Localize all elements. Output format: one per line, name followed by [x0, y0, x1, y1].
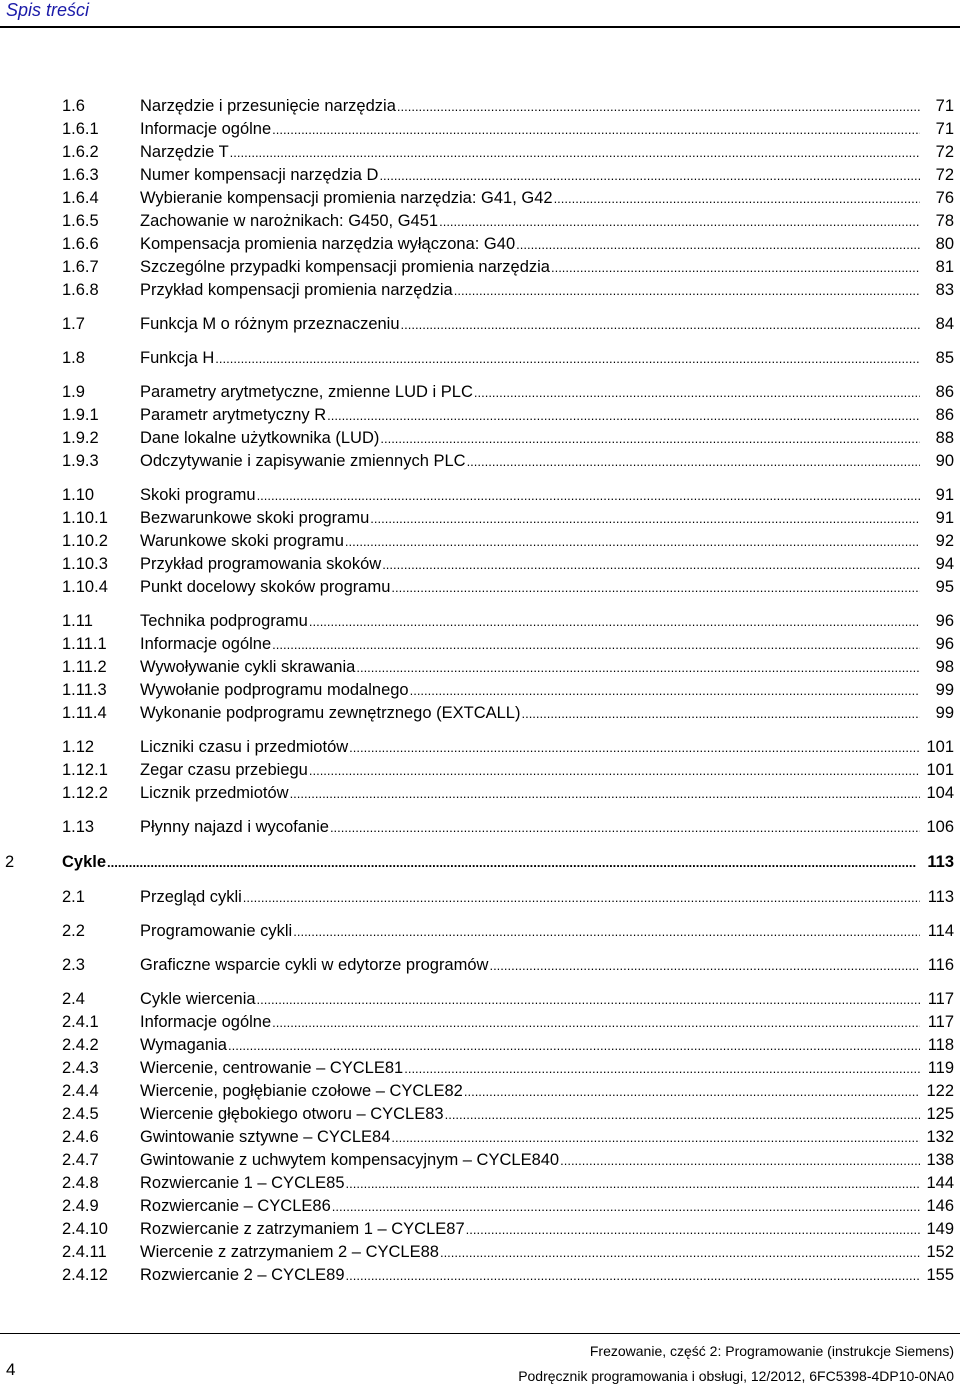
toc-entry[interactable] — [0, 404, 960, 426]
toc-entry-title[interactable]: Rozwiercanie – CYCLE86 — [140, 1197, 331, 1215]
toc-entry-number: 2.4.1 — [62, 1013, 99, 1031]
toc-entry-number: 1.10 — [62, 486, 95, 504]
toc-dot-leader — [404, 1057, 920, 1080]
toc-entry-page[interactable]: 94 — [935, 555, 954, 573]
toc-entry-page[interactable]: 81 — [935, 258, 954, 276]
toc-entry-page[interactable]: 72 — [935, 166, 954, 184]
toc-entry-page[interactable]: 101 — [926, 738, 954, 756]
toc-entry-page[interactable]: 114 — [927, 922, 954, 940]
toc-entry-number: 1.9.1 — [62, 406, 99, 424]
footer-document-info: Podręcznik programowania i obsługi, 12/2012, 6FC5398-4DP10-0NA0 — [518, 1368, 954, 1384]
toc-entry-title[interactable]: Wymagania — [140, 1036, 227, 1054]
toc-entry-page[interactable]: 85 — [935, 349, 954, 367]
toc-entry-page[interactable]: 96 — [935, 612, 954, 630]
toc-entry-page[interactable]: 149 — [926, 1220, 954, 1238]
footer-page-number: 4 — [6, 1360, 16, 1379]
toc-entry[interactable] — [0, 988, 960, 1010]
toc-entry-page[interactable]: 119 — [927, 1059, 954, 1077]
toc-entry-number: 1.11.1 — [62, 635, 107, 653]
toc-entry[interactable] — [0, 633, 960, 655]
toc-dot-leader — [345, 530, 920, 553]
toc-entry[interactable] — [0, 279, 960, 301]
toc-entry-page[interactable]: 116 — [927, 956, 954, 974]
toc-entry-number: 2.4.6 — [62, 1128, 99, 1146]
toc-entry-title[interactable]: Wywoływanie cykli skrawania — [140, 658, 356, 676]
toc-entry-page[interactable]: 118 — [927, 1036, 954, 1054]
toc-dot-leader — [257, 484, 920, 507]
toc-entry-page[interactable]: 99 — [935, 704, 954, 722]
toc-entry-title[interactable]: Szczególne przypadki kompensacji promienia narzędzia — [140, 258, 550, 276]
toc-entry-number: 1.10.4 — [62, 578, 108, 596]
toc-entry-title[interactable]: Dane lokalne użytkownika (LUD) — [140, 429, 380, 447]
toc-entry-number: 1.12.2 — [62, 784, 108, 802]
toc-entry-number: 1.6.6 — [62, 235, 99, 253]
toc-entry-page[interactable]: 113 — [927, 853, 954, 871]
toc-entry-title[interactable]: Parametry arytmetyczne, zmienne LUD i PLC — [140, 383, 473, 401]
toc-dot-leader — [257, 988, 920, 1011]
toc-entry-page[interactable]: 144 — [926, 1174, 954, 1192]
toc-entry-number: 1.6.8 — [62, 281, 99, 299]
toc-entry-title[interactable]: Informacje ogólne — [140, 1013, 272, 1031]
toc-entry-number: 1.11.2 — [62, 658, 107, 676]
toc-entry-number: 1.11 — [62, 612, 93, 630]
toc-entry-title[interactable]: Przegląd cykli — [140, 888, 242, 906]
toc-entry-page[interactable]: 146 — [926, 1197, 954, 1215]
toc-entry[interactable] — [0, 530, 960, 552]
toc-dot-leader — [445, 1103, 920, 1126]
toc-entry-number: 1.6.3 — [62, 166, 99, 184]
toc-dot-leader — [309, 759, 920, 782]
toc-entry[interactable] — [0, 759, 960, 781]
toc-entry-title[interactable]: Wiercenie, pogłębianie czołowe – CYCLE82 — [140, 1082, 463, 1100]
toc-entry[interactable] — [0, 702, 960, 724]
toc-entry[interactable] — [0, 118, 960, 140]
toc-dot-leader — [346, 1172, 920, 1195]
toc-entry-number: 2 — [5, 853, 15, 871]
toc-dot-leader — [466, 1218, 920, 1241]
toc-entry[interactable] — [0, 210, 960, 232]
toc-entry[interactable] — [0, 1264, 960, 1286]
toc-entry[interactable] — [0, 1241, 960, 1263]
toc-entry-title[interactable]: Kompensacja promienia narzędzia wyłączona: G40 — [140, 235, 516, 253]
toc-entry-page[interactable]: 152 — [926, 1243, 954, 1261]
toc-entry-page[interactable]: 92 — [935, 532, 954, 550]
toc-entry[interactable] — [0, 1011, 960, 1033]
toc-dot-leader — [380, 427, 920, 450]
toc-entry-number: 1.6.1 — [62, 120, 99, 138]
toc-dot-leader — [293, 920, 920, 943]
toc-dot-leader — [454, 279, 920, 302]
toc-entry-number: 2.4.12 — [62, 1266, 108, 1284]
toc-entry-page[interactable]: 132 — [926, 1128, 954, 1146]
toc-entry-number: 2.4.9 — [62, 1197, 99, 1215]
toc-entry[interactable] — [0, 507, 960, 529]
toc-entry-title[interactable]: Warunkowe skoki programu — [140, 532, 344, 550]
toc-entry-number: 1.11.4 — [62, 704, 107, 722]
toc-dot-leader — [440, 1241, 920, 1264]
toc-entry-page[interactable]: 71 — [935, 97, 954, 115]
toc-entry[interactable] — [0, 954, 960, 976]
toc-entry-number: 2.4.10 — [62, 1220, 108, 1238]
toc-entry-title[interactable]: Informacje ogólne — [140, 120, 272, 138]
toc-dot-leader — [346, 1264, 920, 1287]
toc-entry[interactable] — [0, 427, 960, 449]
toc-entry-title[interactable]: Funkcja H — [140, 349, 215, 367]
toc-entry-number: 1.9 — [62, 383, 85, 401]
toc-entry-title[interactable]: Funkcja M o różnym przeznaczeniu — [140, 315, 400, 333]
toc-entry-number: 1.6.5 — [62, 212, 99, 230]
toc-entry-page[interactable]: 80 — [935, 235, 954, 253]
toc-entry[interactable] — [0, 816, 960, 838]
toc-dot-leader — [243, 886, 920, 909]
toc-dot-leader — [332, 1195, 920, 1218]
toc-dot-leader — [107, 851, 920, 874]
page-header-title: Spis treści — [6, 0, 90, 20]
toc-dot-leader — [439, 210, 920, 233]
toc-dot-leader — [272, 118, 920, 141]
toc-entry-title[interactable]: Rozwiercanie 2 – CYCLE89 — [140, 1266, 345, 1284]
toc-entry-page[interactable]: 117 — [927, 990, 954, 1008]
toc-entry-page[interactable]: 125 — [926, 1105, 954, 1123]
toc-entry[interactable] — [0, 450, 960, 472]
toc-entry[interactable] — [0, 1057, 960, 1079]
toc-entry-page[interactable]: 72 — [935, 143, 954, 161]
toc-entry-page[interactable]: 91 — [935, 486, 954, 504]
toc-dot-leader — [327, 404, 920, 427]
toc-dot-leader — [382, 553, 920, 576]
toc-entry[interactable] — [0, 381, 960, 403]
toc-entry[interactable] — [0, 95, 960, 117]
toc-entry[interactable] — [0, 164, 960, 186]
toc-entry-title[interactable]: Graficzne wsparcie cykli w edytorze programów — [140, 956, 489, 974]
toc-entry-page[interactable]: 88 — [935, 429, 954, 447]
toc-dot-leader — [391, 576, 920, 599]
toc-entry-number: 1.9.2 — [62, 429, 99, 447]
toc-entry-title[interactable]: Programowanie cykli — [140, 922, 293, 940]
toc-dot-leader — [330, 816, 920, 839]
toc-entry[interactable] — [0, 1103, 960, 1125]
toc-entry-number: 1.7 — [62, 315, 85, 333]
toc-entry-page[interactable]: 91 — [935, 509, 954, 527]
toc-entry-title[interactable]: Skoki programu — [140, 486, 256, 504]
toc-entry-number: 1.12 — [62, 738, 95, 756]
toc-entry-number: 2.1 — [62, 888, 85, 906]
toc-entry-title[interactable]: Wiercenie głębokiego otworu – CYCLE83 — [140, 1105, 444, 1123]
toc-entry-number: 2.4.7 — [62, 1151, 99, 1169]
toc-entry-page[interactable]: 113 — [927, 888, 954, 906]
toc-entry-number: 2.4.3 — [62, 1059, 99, 1077]
toc-chapter-entry[interactable] — [0, 851, 960, 873]
toc-entry[interactable] — [0, 347, 960, 369]
toc-entry-number: 2.3 — [62, 956, 85, 974]
toc-dot-leader — [521, 702, 920, 725]
toc-entry-title[interactable]: Cykle wiercenia — [140, 990, 256, 1008]
toc-entry-title[interactable]: Wywołanie podprogramu modalnego — [140, 681, 409, 699]
toc-entry-title[interactable]: Przykład kompensacji promienia narzędzia — [140, 281, 453, 299]
toc-entry-page[interactable]: 101 — [926, 761, 954, 779]
toc-dot-leader — [474, 381, 920, 404]
toc-entry-number: 1.6.2 — [62, 143, 99, 161]
toc-entry-page[interactable]: 98 — [935, 658, 954, 676]
toc-entry-title[interactable]: Cykle — [62, 853, 107, 871]
toc-entry-title[interactable]: Rozwiercanie z zatrzymaniem 1 – CYCLE87 — [140, 1220, 465, 1238]
toc-dot-leader — [272, 633, 920, 656]
toc-entry[interactable] — [0, 1126, 960, 1148]
toc-entry-page[interactable]: 138 — [926, 1151, 954, 1169]
toc-entry[interactable] — [0, 1218, 960, 1240]
toc-entry-page[interactable]: 76 — [935, 189, 954, 207]
toc-dot-leader — [349, 736, 920, 759]
toc-entry-page[interactable]: 71 — [935, 120, 954, 138]
toc-entry-title[interactable]: Wybieranie kompensacji promienia narzędzia: G41, G42 — [140, 189, 553, 207]
toc-entry-title[interactable]: Liczniki czasu i przedmiotów — [140, 738, 349, 756]
toc-entry-title[interactable]: Wykonanie podprogramu zewnętrznego (EXTCALL) — [140, 704, 521, 722]
toc-dot-leader — [215, 347, 920, 370]
toc-entry[interactable] — [0, 886, 960, 908]
toc-entry-title[interactable]: Gwintowanie sztywne – CYCLE84 — [140, 1128, 391, 1146]
toc-dot-leader — [391, 1126, 920, 1149]
toc-entry-page[interactable]: 83 — [935, 281, 954, 299]
toc-entry-page[interactable]: 86 — [935, 383, 954, 401]
toc-entry[interactable] — [0, 610, 960, 632]
toc-entry-title[interactable]: Wiercenie z zatrzymaniem 2 – CYCLE88 — [140, 1243, 439, 1261]
toc-entry[interactable] — [0, 141, 960, 163]
toc-entry[interactable] — [0, 736, 960, 758]
toc-entry-title[interactable]: Licznik przedmiotów — [140, 784, 289, 802]
toc-dot-leader — [551, 256, 920, 279]
toc-entry[interactable] — [0, 256, 960, 278]
toc-dot-leader — [356, 656, 920, 679]
toc-entry-title[interactable]: Parametr arytmetyczny R — [140, 406, 327, 424]
toc-entry[interactable] — [0, 920, 960, 942]
toc-entry-number: 2.4.5 — [62, 1105, 99, 1123]
toc-entry-title[interactable]: Gwintowanie z uchwytem kompensacyjnym – CYCLE840 — [140, 1151, 560, 1169]
toc-entry[interactable] — [0, 233, 960, 255]
toc-entry-title[interactable]: Przykład programowania skoków — [140, 555, 382, 573]
toc-entry-title[interactable]: Zachowanie w narożnikach: G450, G451 — [140, 212, 439, 230]
toc-entry[interactable] — [0, 576, 960, 598]
header-divider — [0, 26, 960, 28]
toc-dot-leader — [464, 1080, 920, 1103]
toc-dot-leader — [516, 233, 920, 256]
toc-entry-page[interactable]: 99 — [935, 681, 954, 699]
toc-entry-title[interactable]: Odczytywanie i zapisywanie zmiennych PLC — [140, 452, 466, 470]
toc-dot-leader — [489, 954, 920, 977]
toc-entry[interactable] — [0, 484, 960, 506]
toc-entry-title[interactable]: Narzędzie i przesunięcie narzędzia — [140, 97, 396, 115]
toc-entry[interactable] — [0, 1195, 960, 1217]
toc-dot-leader — [290, 782, 920, 805]
toc-entry-page[interactable]: 84 — [935, 315, 954, 333]
toc-entry-number: 1.10.3 — [62, 555, 108, 573]
toc-entry-title[interactable]: Bezwarunkowe skoki programu — [140, 509, 370, 527]
toc-entry[interactable] — [0, 782, 960, 804]
toc-entry-number: 2.4.4 — [62, 1082, 99, 1100]
toc-entry-number: 2.4.11 — [62, 1243, 107, 1261]
toc-entry-page[interactable]: 90 — [935, 452, 954, 470]
toc-dot-leader — [554, 187, 920, 210]
toc-entry-number: 1.9.3 — [62, 452, 99, 470]
toc-entry-title[interactable]: Rozwiercanie 1 – CYCLE85 — [140, 1174, 345, 1192]
toc-dot-leader — [467, 450, 920, 473]
toc-entry-page[interactable]: 104 — [926, 784, 954, 802]
toc-entry-title[interactable]: Informacje ogólne — [140, 635, 272, 653]
toc-dot-leader — [272, 1011, 920, 1034]
toc-dot-leader — [309, 610, 920, 633]
toc-entry[interactable] — [0, 1149, 960, 1171]
toc-entry[interactable] — [0, 1172, 960, 1194]
toc-entry-title[interactable]: Punkt docelowy skoków programu — [140, 578, 391, 596]
toc-entry-page[interactable]: 96 — [935, 635, 954, 653]
toc-entry-title[interactable]: Narzędzie T — [140, 143, 229, 161]
toc-entry-number: 1.12.1 — [62, 761, 108, 779]
toc-entry[interactable] — [0, 656, 960, 678]
toc-entry-page[interactable]: 155 — [926, 1266, 954, 1284]
toc-entry-number: 2.4.2 — [62, 1036, 99, 1054]
toc-dot-leader — [370, 507, 920, 530]
toc-entry-page[interactable]: 122 — [926, 1082, 954, 1100]
toc-entry[interactable] — [0, 1080, 960, 1102]
toc-entry[interactable] — [0, 313, 960, 335]
toc-entry-number: 1.6 — [62, 97, 85, 115]
toc-entry[interactable] — [0, 187, 960, 209]
toc-entry-page[interactable]: 117 — [927, 1013, 954, 1031]
toc-dot-leader — [560, 1149, 920, 1172]
toc-entry-page[interactable]: 95 — [935, 578, 954, 596]
toc-dot-leader — [410, 679, 920, 702]
toc-dot-leader — [397, 95, 920, 118]
toc-entry-title[interactable]: Płynny najazd i wycofanie — [140, 818, 329, 836]
toc-dot-leader — [379, 164, 920, 187]
footer-divider — [0, 1333, 960, 1334]
toc-entry-number: 1.13 — [62, 818, 95, 836]
toc-entry-title[interactable]: Zegar czasu przebiegu — [140, 761, 308, 779]
toc-entry-number: 1.10.1 — [62, 509, 108, 527]
toc-entry-number: 1.10.2 — [62, 532, 108, 550]
toc-entry-page[interactable]: 106 — [926, 818, 954, 836]
toc-entry[interactable] — [0, 553, 960, 575]
toc-entry-title[interactable]: Technika podprogramu — [140, 612, 308, 630]
toc-entry-number: 1.11.3 — [62, 681, 107, 699]
toc-dot-leader — [401, 313, 920, 336]
toc-entry-number: 1.6.7 — [62, 258, 99, 276]
footer-document-title: Frezowanie, część 2: Programowanie (instrukcje Siemens) — [589, 1343, 954, 1359]
toc-entry-title[interactable]: Wiercenie, centrowanie – CYCLE81 — [140, 1059, 404, 1077]
toc-dot-leader — [228, 1034, 920, 1057]
toc-entry-number: 2.2 — [62, 922, 85, 940]
toc-entry[interactable] — [0, 679, 960, 701]
toc-entry-page[interactable]: 86 — [935, 406, 954, 424]
toc-entry-number: 1.6.4 — [62, 189, 99, 207]
toc-entry-page[interactable]: 78 — [935, 212, 954, 230]
toc-entry-number: 1.8 — [62, 349, 85, 367]
toc-entry[interactable] — [0, 1034, 960, 1056]
toc-entry-title[interactable]: Numer kompensacji narzędzia D — [140, 166, 379, 184]
toc-entry-number: 2.4.8 — [62, 1174, 99, 1192]
toc-dot-leader — [230, 141, 920, 164]
toc-entry-number: 2.4 — [62, 990, 85, 1008]
